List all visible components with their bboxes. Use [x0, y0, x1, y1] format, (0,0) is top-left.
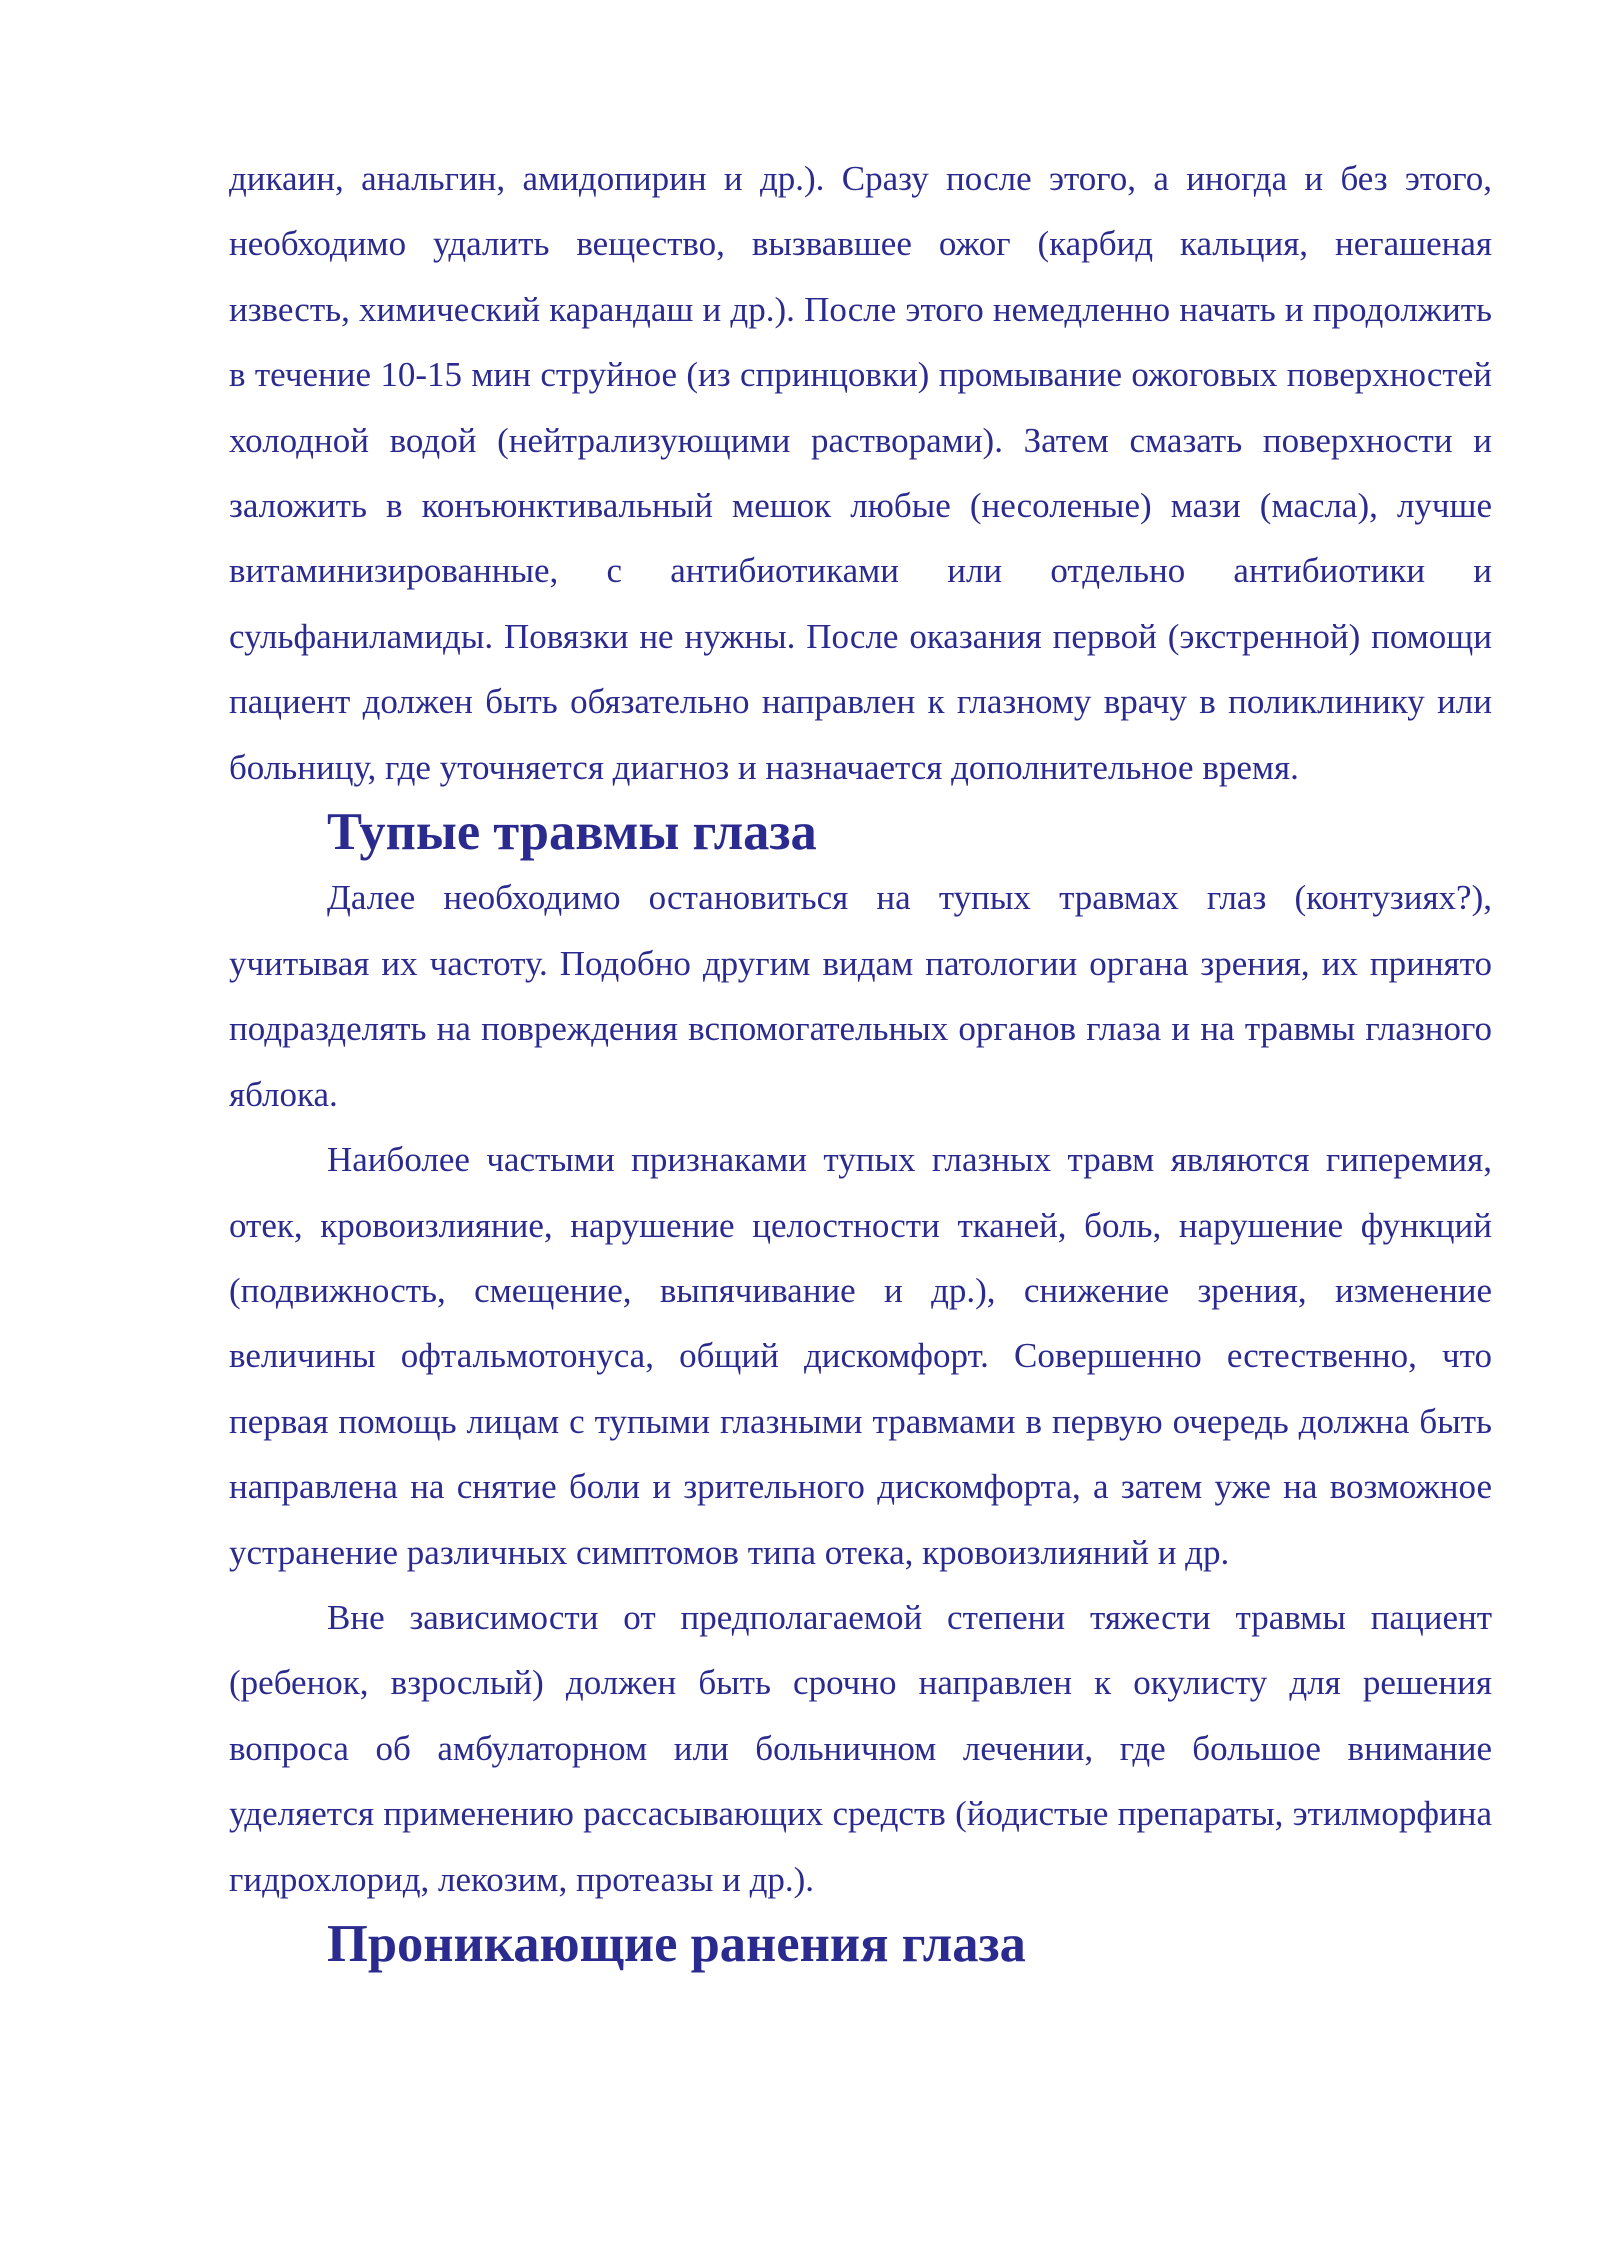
heading-blunt-eye-trauma: Тупые травмы глаза [327, 803, 817, 862]
paragraph-blunt-trauma-signs: Наиболее частыми признаками тупых глазных травм являются гиперемия, отек, кровоизлияние, нарушение целостности тканей, боль, нарушение функций (подвижность, смещение, выпячивание и др.), снижение зрения, изменение величины офтальмотонуса, общий дискомфорт. Совершенно естественно, что первая помощь лицам с тупыми глазными травмами в первую очередь должна быть направлена на снятие боли и зрительного дискомфорта, а затем уже на возможное устранение различных симптомов типа отека, кровоизлияний и др. [229, 1140, 1492, 1572]
document-page [229, 146, 1492, 1977]
paragraph-burn-first-aid: дикаин, анальгин, амидопирин и др.). Сразу после этого, а иногда и без этого, необходимо удалить вещество, вызвавшее ожог (карбид кальция, негашеная известь, химический карандаш и др.). После этого немедленно начать и продолжить в течение 10-15 мин струйное (из спринцовки) промывание ожоговых поверхностей холодной водой (нейтрализующими растворами). Затем смазать поверхности и заложить в конъюнктивальный мешок любые (несоленые) мази (масла), лучше витаминизированные, с антибиотиками или отдельно антибиотики и сульфаниламиды. Повязки не нужны. После оказания первой (экстренной) помощи пациент должен быть обязательно направлен к глазному врачу в поликлинику или больницу, где уточняется диагноз и назначается дополнительное время. [229, 159, 1492, 787]
paragraph-blunt-trauma-intro: Далее необходимо остановиться на тупых травмах глаз (контузиях?), учитывая их частоту. Подобно другим видам патологии органа зрения, их принято подразделять на повреждения вспомогательных органов глаза и на травмы глазного яблока. [229, 878, 1492, 1114]
paragraph-blunt-trauma-referral: Вне зависимости от предполагаемой степени тяжести травмы пациент (ребенок, взрослый) должен быть срочно направлен к окулисту для решения вопроса об амбулаторном или больничном лечении, где большое внимание уделяется применению рассасывающих средств (йодистые препараты, этилморфина гидрохлорид, лекозим, протеазы и др.). [229, 1597, 1492, 1899]
heading-penetrating-eye-wounds: Проникающие ранения глаза [327, 1914, 1026, 1973]
